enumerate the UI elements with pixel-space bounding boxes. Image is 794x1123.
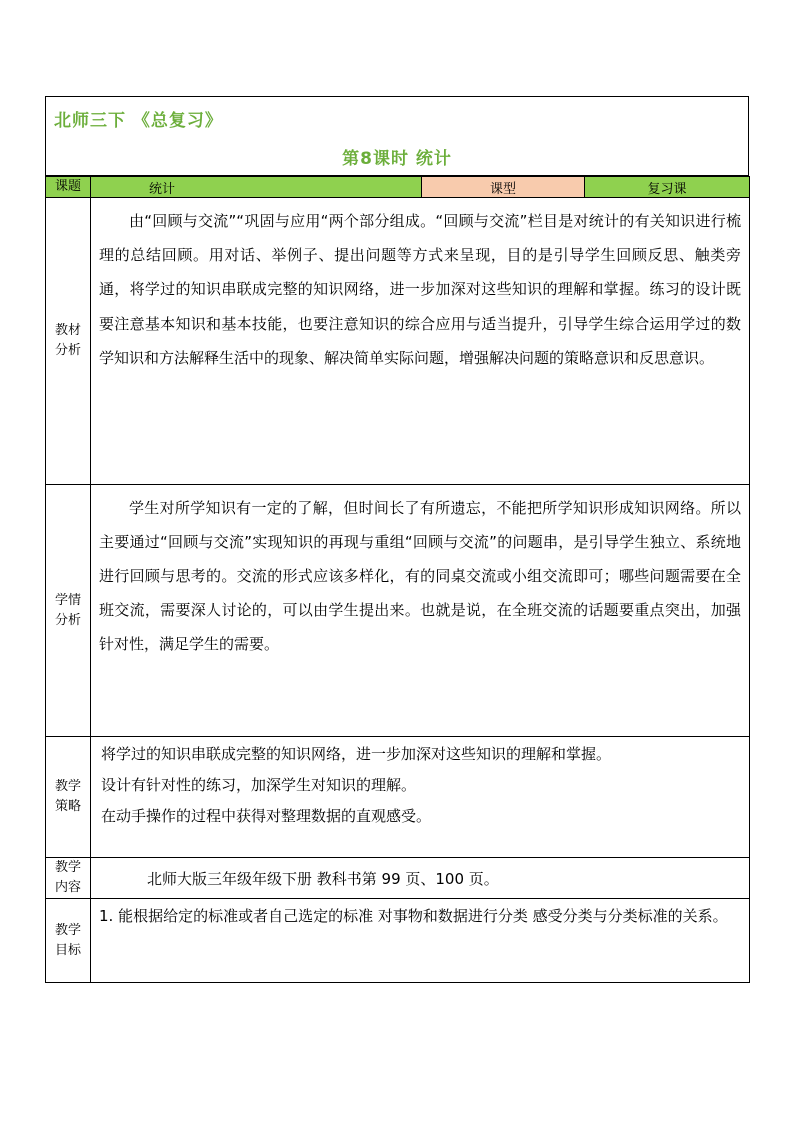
lesson-title: 第8课时 统计 [342,149,452,169]
series-title: 北师三下 《总复习》 [54,111,223,131]
topic-row [46,177,750,198]
lesson-plan-page [45,96,749,983]
teaching-goals-label [46,899,91,983]
topic-label: 课题 [46,177,91,198]
material-analysis-cell [91,198,750,485]
teaching-goals-text: 1. 能根据给定的标准或者自己选定的标准 对事物和数据进行分类 感受分类与分类标准的关系。 [99,907,728,925]
student-analysis-text: 学生对所学知识有一定的了解，但时间长了有所遗忘，不能把所学知识形成知识网络。所以主要通过“回顾与交流”实现知识的再现与重组“回顾与交流”的问题串，是引导学生独立、系统地进行回顾与思考的。交流的形式应该多样化，有的同桌交流或小组交流即可；哪些问题需要在全班交流，需要深人讨论的，可以由学生提出来。也就是说，在全班交流的话题要重点突出，加强针对性，满足学生的需要。 [99,499,741,653]
lesson-type-label: 课型 [422,177,585,198]
teaching-strategy-label [46,737,91,858]
teaching-strategy-label-line2: 策略 [54,799,81,814]
teaching-goals-label-line1: 教学 [54,922,81,938]
material-analysis-label-line2: 分析 [54,343,81,358]
teaching-content-label-line1: 教学 [54,860,81,875]
teaching-content-label-line2: 内容 [54,880,81,895]
material-analysis-label [46,198,91,485]
student-analysis-label-line2: 分析 [54,612,81,628]
material-analysis-label-line1: 教材 [54,323,81,338]
lesson-type-value: 复习课 [585,177,750,198]
strategy-line: 设计有针对性的练习，加深学生对知识的理解。 [101,776,417,794]
lesson-plan-table [45,176,750,983]
teaching-goals-row [46,899,750,983]
material-analysis-row [46,198,750,485]
teaching-goals-label-line2: 目标 [54,942,81,958]
student-analysis-row [46,485,750,737]
strategy-line: 将学过的知识串联成完整的知识网络，进一步加深对这些知识的理解和掌握。 [101,745,612,763]
teaching-strategy-cell [91,737,750,858]
header-series-row [45,96,749,138]
teaching-strategy-row [46,737,750,858]
topic-value: 统计 [91,177,422,198]
teaching-strategy-label-line1: 教学 [54,779,81,794]
student-analysis-label-line1: 学情 [54,592,81,608]
material-analysis-text: 由“回顾与交流”“巩固与应用“两个部分组成。“回顾与交流”栏目是对统计的有关知识进行梳理的总结回顾。用对话、举例子、提出问题等方式来呈现，目的是引导学生回顾反思、触类旁通，将学过的知识串联成完整的知识网络，进一步加深对这些知识的理解和掌握。练习的设计既要注意基本知识和基本技能，也要注意知识的综合应用与适当提升，引导学生综合运用学过的数学知识和方法解释生活中的现象、解决简单实际问题，增强解决问题的策略意识和反思意识。 [99,212,741,367]
student-analysis-label [46,485,91,737]
teaching-content-text: 北师大版三年级年级下册 教科书第 99 页、100 页。 [91,858,750,899]
student-analysis-cell [91,485,750,737]
header-lesson-row [45,138,749,176]
teaching-strategy-list [91,737,749,834]
strategy-line: 在动手操作的过程中获得对整理数据的直观感受。 [101,807,432,825]
teaching-content-row [46,858,750,899]
teaching-goals-cell [91,899,750,983]
teaching-content-label [46,858,91,899]
